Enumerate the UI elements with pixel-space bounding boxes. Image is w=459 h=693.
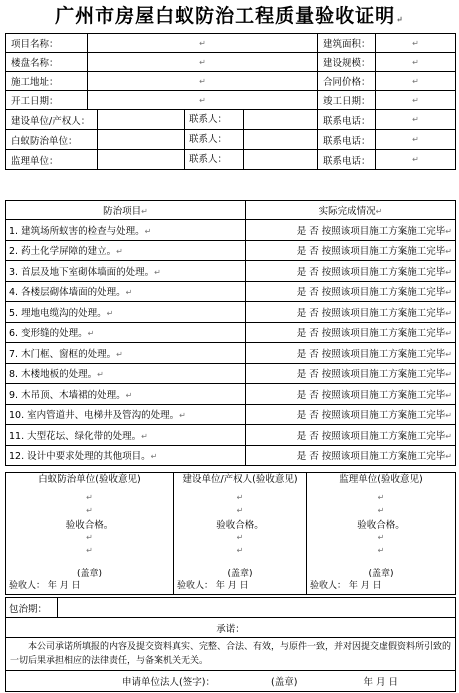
item-status[interactable]: 是 否 按照该项目施工方案施工完毕↵ <box>246 445 456 466</box>
item-row <box>6 240 456 261</box>
info-label-secondary: 建设规模： <box>318 53 376 72</box>
contact-person-field[interactable] <box>243 130 317 149</box>
applicant-row <box>6 671 456 692</box>
item-status[interactable]: 是 否 按照该项目施工方案施工完毕↵ <box>246 425 456 446</box>
item-status[interactable]: 是 否 按照该项目施工方案施工完毕↵ <box>246 220 456 241</box>
item-label: 12. 设计中要求处理的其他项目。↵ <box>6 445 246 466</box>
item-status[interactable]: 是 否 按照该项目施工方案施工完毕↵ <box>246 404 456 425</box>
signature-cell[interactable]: 建设单位/产权人(验收意见) ↵ ↵ 验收合格。 ↵ ↵ (盖章) 验收人： 年 月 日 <box>174 473 307 595</box>
item-row <box>6 343 456 364</box>
info-value-field-secondary[interactable]: ↵ <box>376 53 456 72</box>
item-label: 5. 埋地电缆沟的处理。↵ <box>6 302 246 323</box>
info-value-field[interactable]: ↵ <box>88 34 318 53</box>
acceptance-text: 验收合格。 <box>65 520 114 531</box>
signature-cell-title: 监理单位(验收意见) <box>339 474 423 485</box>
seal-label: (盖章) <box>76 569 103 579</box>
treatment-items-table <box>5 200 456 466</box>
info-value-field-secondary[interactable]: ↵ <box>376 72 456 91</box>
contact-org-field[interactable] <box>97 110 184 129</box>
applicant-label: 申请单位法人(签字)： <box>122 677 215 688</box>
signature-cell-title: 建设单位/产权人(验收意见) <box>182 474 298 485</box>
info-label: 开工日期： <box>6 91 88 110</box>
acceptance-text: 验收合格。 <box>216 520 264 531</box>
inspector-sign-line: 验收人： 年 月 日 <box>174 574 306 594</box>
info-label-secondary: 竣工日期： <box>318 91 376 110</box>
item-label: 7. 木门框、窗框的处理。↵ <box>6 343 246 364</box>
item-row <box>6 363 456 384</box>
warranty-field[interactable] <box>58 598 456 618</box>
contact-org-label: 建设单位/产权人： <box>11 115 91 127</box>
info-label: 项目名称： <box>6 34 88 53</box>
info-value-field[interactable]: ↵ <box>88 91 318 110</box>
contact-row-main <box>6 150 318 170</box>
inspector-sign-line: 验收人： 年 月 日 <box>307 574 455 594</box>
contact-person-label: 联系人： <box>184 110 243 129</box>
item-row <box>6 384 456 405</box>
acceptance-text: 验收合格。 <box>357 520 405 531</box>
contact-phone-label: 联系电话： <box>318 150 376 170</box>
contact-org-field[interactable] <box>97 130 184 149</box>
contact-org-field[interactable] <box>97 150 184 169</box>
item-label: 6. 变形缝的处理。↵ <box>6 322 246 343</box>
item-row <box>6 281 456 302</box>
info-value-field-secondary[interactable]: ↵ <box>376 34 456 53</box>
promise-text: 本公司承诺所填报的内容及提交资料真实、完整、合法、有效，与原件一致，并对因提交虚假资料所引致的一切后果承担相应的法律责任，与备案机关无关。 <box>6 638 456 671</box>
items-header-project: 防治项目↵ <box>6 201 246 220</box>
promise-label: 承诺： <box>6 618 456 638</box>
item-status[interactable]: 是 否 按照该项目施工方案施工完毕↵ <box>246 322 456 343</box>
info-label-secondary: 合同价格： <box>318 72 376 91</box>
contact-row-main <box>6 110 318 130</box>
contact-phone-label: 联系电话： <box>318 110 376 130</box>
item-label: 10. 室内管道井、电梯井及管沟的处理。↵ <box>6 404 246 425</box>
contact-phone-field[interactable]: ↵ <box>376 110 456 130</box>
contact-phone-label: 联系电话： <box>318 130 376 150</box>
info-value-field[interactable]: ↵ <box>88 72 318 91</box>
item-label: 3. 首层及地下室砌体墙面的处理。↵ <box>6 261 246 282</box>
item-status[interactable]: 是 否 按照该项目施工方案施工完毕↵ <box>246 384 456 405</box>
signature-table <box>5 472 456 595</box>
signature-cell-title: 白蚁防治单位(验收意见) <box>38 474 141 485</box>
signature-cell[interactable]: 白蚁防治单位(验收意见) ↵ ↵ 验收合格。 ↵ ↵ (盖章) 验收人： 年 月 日 <box>6 473 174 595</box>
info-value-field[interactable]: ↵ <box>88 53 318 72</box>
seal-label: (盖章) <box>368 569 394 579</box>
document-title: 广州市房屋白蚁防治工程质量验收证明↵ <box>55 5 404 27</box>
warranty-label: 包治期： <box>6 598 58 618</box>
applicant-date: 年 月 日 <box>363 677 399 688</box>
item-status[interactable]: 是 否 按照该项目施工方案施工完毕↵ <box>246 261 456 282</box>
item-row <box>6 322 456 343</box>
promise-table <box>5 597 456 692</box>
item-status[interactable]: 是 否 按照该项目施工方案施工完毕↵ <box>246 302 456 323</box>
item-status[interactable]: 是 否 按照该项目施工方案施工完毕↵ <box>246 343 456 364</box>
item-label: 9. 木吊顶、木墙裙的处理。↵ <box>6 384 246 405</box>
info-label: 楼盘名称： <box>6 53 88 72</box>
item-label: 2. 药土化学屏障的建立。↵ <box>6 240 246 261</box>
info-label: 施工地址： <box>6 72 88 91</box>
contact-phone-field[interactable]: ↵ <box>376 150 456 170</box>
project-info-table <box>5 33 456 170</box>
item-row <box>6 220 456 241</box>
item-row <box>6 261 456 282</box>
contact-person-label: 联系人： <box>184 130 243 149</box>
items-header-status: 实际完成情况↵ <box>246 201 456 220</box>
contact-row-main <box>6 130 318 150</box>
item-label: 1. 建筑场所蚁害的检查与处理。↵ <box>6 220 246 241</box>
contact-org-label: 监理单位： <box>11 155 59 167</box>
applicant-seal: (盖章) <box>271 677 298 688</box>
item-row <box>6 404 456 425</box>
item-row <box>6 425 456 446</box>
contact-person-field[interactable] <box>243 150 317 169</box>
item-label: 8. 木楼地板的处理。↵ <box>6 363 246 384</box>
contact-org-label: 白蚁防治单位： <box>11 135 78 147</box>
info-label-secondary: 建筑面积： <box>318 34 376 53</box>
item-status[interactable]: 是 否 按照该项目施工方案施工完毕↵ <box>246 363 456 384</box>
item-label: 4. 各楼层砌体墙面的处理。↵ <box>6 281 246 302</box>
item-status[interactable]: 是 否 按照该项目施工方案施工完毕↵ <box>246 240 456 261</box>
item-row <box>6 302 456 323</box>
inspector-sign-line: 验收人： 年 月 日 <box>6 574 173 594</box>
info-value-field-secondary[interactable]: ↵ <box>376 91 456 110</box>
item-status[interactable]: 是 否 按照该项目施工方案施工完毕↵ <box>246 281 456 302</box>
item-row <box>6 445 456 466</box>
signature-cell[interactable]: 监理单位(验收意见) ↵ ↵ 验收合格。 ↵ ↵ (盖章) 验收人： 年 月 日 <box>307 473 456 595</box>
seal-label: (盖章) <box>227 569 253 579</box>
item-label: 11. 大型花坛、绿化带的处理。↵ <box>6 425 246 446</box>
contact-person-label: 联系人： <box>184 150 243 169</box>
contact-phone-field[interactable]: ↵ <box>376 130 456 150</box>
contact-person-field[interactable] <box>243 110 317 129</box>
